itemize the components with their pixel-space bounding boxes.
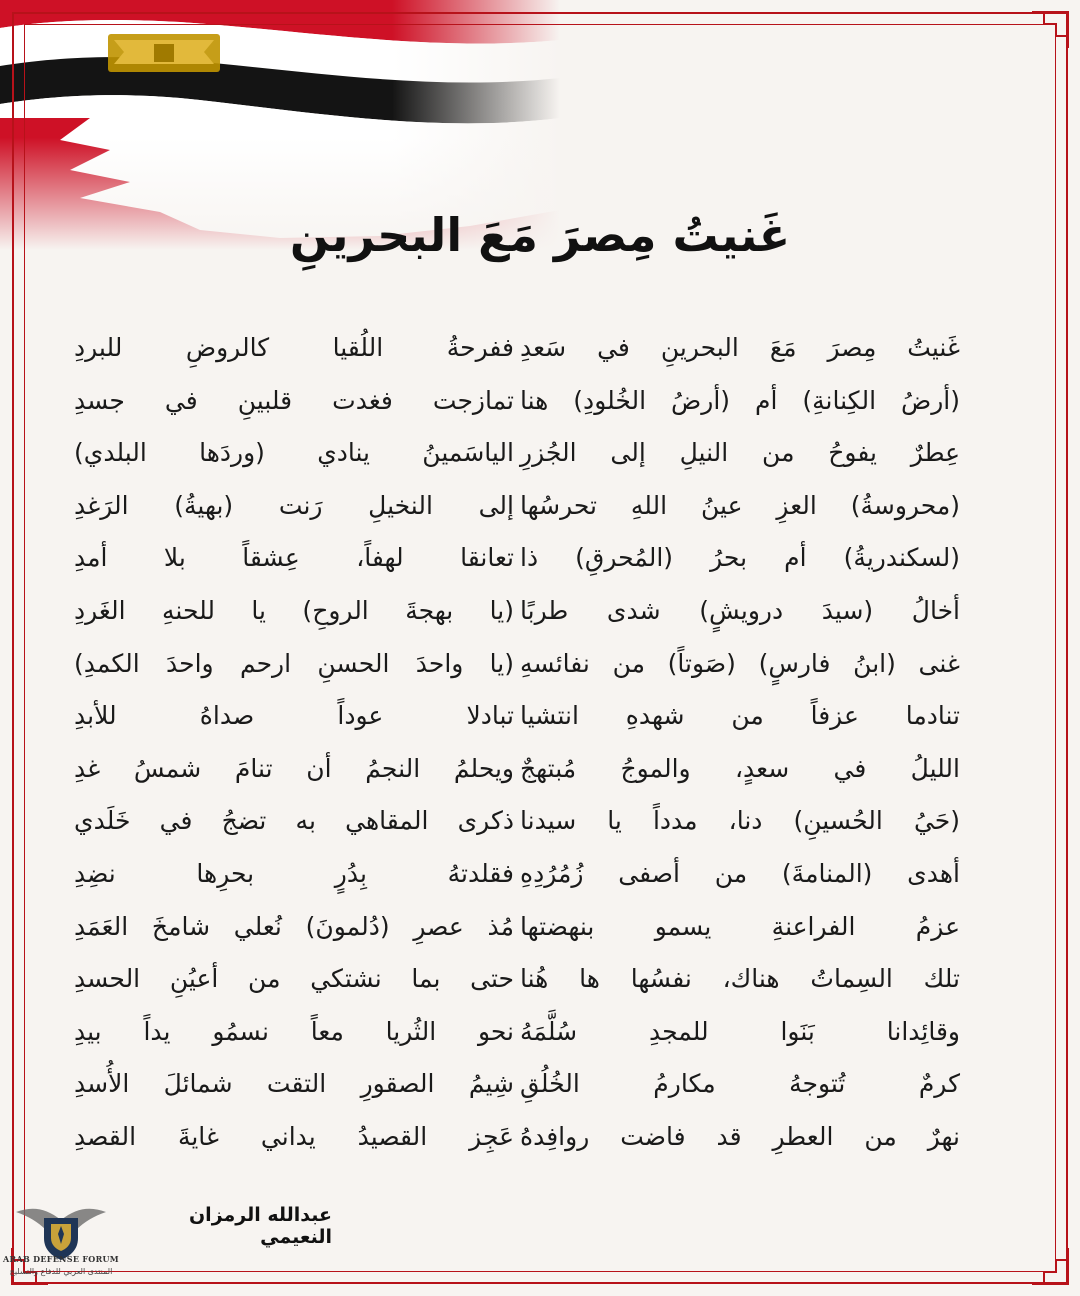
poem-verse: تنادما عزفاً من شهدهِ انتشيا	[520, 701, 960, 731]
poem-verse: غنى (ابنُ فارسٍ) (صَوتاً) من نفائسهِ	[520, 648, 960, 678]
poem-left-column	[74, 322, 514, 1164]
corner-ornament-icon	[1028, 1244, 1072, 1288]
poem-verse: ففرحةُ اللُقيا كالروضِ للبردِ	[74, 333, 514, 362]
poem-verse: تمازجت فغدت قلبينِ في جسدِ	[74, 385, 514, 415]
poem-verse: أهدى (المنامةَ) من أصفى زُمُرُدِهِ	[520, 858, 960, 888]
author-name: عبدالله الرمزان النعيمي	[188, 1204, 332, 1248]
poem-verse: تلك السِماتُ هناك، نفسُها ها هُنا	[520, 964, 960, 994]
poem-verse: (محروسةُ) العزِ عينُ اللهِ تحرسُها	[520, 490, 960, 520]
poem-verse: كرمٌ تُتوجهُ مكارمُ الخُلُقِ	[520, 1069, 960, 1099]
poem-right-column	[520, 322, 960, 1164]
poem-verse: (أرضُ الكِنانةِ) أم (أرضُ الخُلودِ) هنا	[520, 385, 960, 415]
poem-verse: عِطرٌ يفوحُ من النيلِ إلى الجُزرِ	[520, 438, 960, 468]
poem-verse: (لسكندريةُ) أم بحرُ (المُحرقِ) ذا	[520, 543, 960, 573]
poem-verse: تبادلا عوداً صداهُ للأبدِ	[74, 701, 514, 731]
poem-verse: فقلدتهُ بِدُرٍ بحرِها نضِدِ	[74, 858, 514, 888]
poem-verse: نهرٌ من العطرِ قد فاضت روافِدهُ	[520, 1121, 960, 1151]
logo-text-ar: المنتدى العربي للدفاع والتسليح	[9, 1267, 113, 1276]
poem-verse: تعانقا لهفاً، عِشقاً بلا أمدِ	[74, 543, 514, 573]
poem-verse: إلى النخيلِ رَنت (بهيةُ) الرَغدِ	[74, 490, 514, 520]
poem-verse: أخالُ (سيدَ درويشٍ) شدى طربًا	[520, 595, 960, 625]
poem-title: غَنيتُ مِصرَ مَعَ البحرينِ	[289, 208, 791, 262]
poem-verse: مُذ عصرِ (دُلمونَ) نُعلي شامخَ العَمَدِ	[74, 911, 514, 941]
poem-verse: نحو الثُريا معاً نسمُو يداً بيدِ	[74, 1016, 514, 1046]
poem-verse: عزمُ الفراعنةِ يسمو بنهضتها	[520, 911, 960, 941]
poem-verse: ويحلمُ النجمُ أن تنامَ شمسُ غدِ	[74, 753, 514, 783]
arab-defense-forum-logo-icon	[6, 1198, 116, 1290]
corner-ornament-icon	[1028, 8, 1072, 52]
poem-verse: (حَيُ الحُسينِ) دنا، مدداً يا سيدنا	[520, 806, 960, 836]
logo-text-en: ARAB DEFENSE FORUM	[3, 1254, 119, 1264]
poem-verse: (يا بهجةَ الروحِ) يا للحنهِ الغَردِ	[74, 595, 514, 625]
poem-verse: عَجِز القصيدُ يداني غايةَ القصدِ	[74, 1121, 514, 1151]
poem-verse: الياسَمينُ ينادي (وردَها البلدي)	[74, 438, 514, 468]
poem-verse: ذكرى المقاهي به تضجُ في خَلَدي	[74, 806, 514, 836]
poem-verse: (يا واحدَ الحسنِ ارحم واحدَ الكمدِ)	[74, 648, 514, 678]
poem-verse: وقائِدانا بَنَوا للمجدِ سُلَّمَهُ	[520, 1016, 960, 1046]
poem-verse: شِيمُ الصقورِ التقت شمائلَ الأُسدِ	[74, 1069, 514, 1099]
poem-verse: حتى بما نشتكي من أعيُنِ الحسدِ	[74, 964, 514, 994]
poem-verse: غَنيتُ مِصرَ مَعَ البحرينِ في سَعدِ	[520, 333, 960, 362]
poem-verse: الليلُ في سعدٍ، والموجُ مُبتهجٌ	[520, 753, 960, 783]
